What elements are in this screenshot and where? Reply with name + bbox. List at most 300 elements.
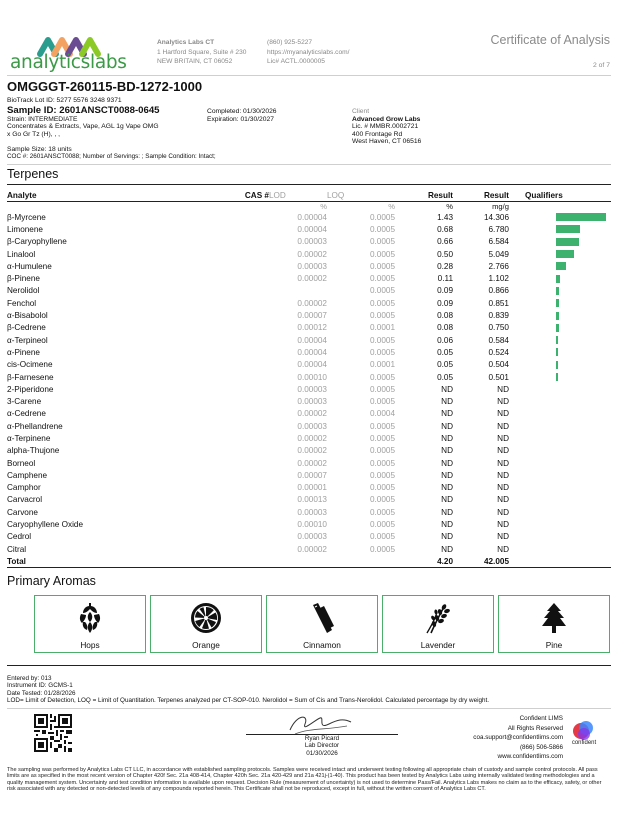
- qualifier-cell: [509, 506, 611, 518]
- loq-value: 0.0005: [369, 347, 395, 357]
- cas-number: [187, 223, 269, 235]
- result-mg: 2.766: [488, 261, 509, 271]
- table-row: [7, 482, 611, 494]
- cas-number: [187, 359, 269, 371]
- qualifier-cell: [509, 322, 611, 334]
- table-row: [7, 494, 611, 506]
- aroma-label-pine: Pine: [545, 640, 563, 650]
- result-bar: [556, 299, 559, 307]
- entered-by: Entered by: 013: [7, 675, 52, 682]
- table-row: [7, 445, 611, 457]
- loq-value: 0.0005: [369, 507, 395, 517]
- lod-value: 0.00003: [297, 237, 327, 247]
- loq-value: 0.0005: [369, 249, 395, 259]
- result-percent: ND: [441, 483, 453, 493]
- result-percent: ND: [441, 384, 453, 394]
- lims-website[interactable]: www.confidentlims.com: [497, 753, 563, 760]
- result-bar: [556, 275, 560, 283]
- col-qualifiers: Qualifiers: [525, 190, 563, 200]
- qualifier-cell: [509, 359, 611, 371]
- result-mg: ND: [497, 397, 509, 407]
- table-row: [7, 518, 611, 530]
- result-mg: ND: [497, 470, 509, 480]
- analyte-name: Caryophyllene Oxide: [7, 520, 84, 530]
- lod-value: 0.00010: [297, 372, 327, 382]
- loq-value: 0.0005: [369, 212, 395, 222]
- result-mg: ND: [497, 421, 509, 431]
- lod-value: 0.00013: [297, 495, 327, 505]
- analyte-name: Nerolidol: [7, 286, 40, 296]
- total-cas: [187, 555, 269, 567]
- pine-tree-icon: [541, 602, 567, 634]
- col-lod: LOD: [269, 190, 286, 200]
- lims-phone: (866) 506-5866: [519, 743, 563, 751]
- qualifier-cell: [509, 223, 611, 235]
- coc-info: COC #: 2601ANSCT0088; Number of Servings: ; Sample Condition: Intact;: [7, 153, 216, 160]
- aroma-card-cinnamon: [266, 595, 378, 653]
- sample-size: Sample Size: 18 units: [7, 146, 72, 153]
- terpenes-header-row: [7, 190, 611, 201]
- qualifier-cell: [509, 482, 611, 494]
- result-mg: ND: [497, 384, 509, 394]
- col-cas: CAS #: [244, 190, 269, 200]
- analyte-name: Limonene: [7, 224, 43, 234]
- analyte-name: cis-Ocimene: [7, 360, 53, 370]
- result-percent: ND: [441, 470, 453, 480]
- lod-value: 0.00004: [297, 224, 327, 234]
- cas-number: [187, 420, 269, 432]
- table-row: [7, 260, 611, 272]
- loq-value: 0.0004: [369, 409, 395, 419]
- sample-info: [7, 97, 160, 138]
- loq-value: 0.0005: [369, 421, 395, 431]
- analyte-name: α-Humulene: [7, 261, 52, 271]
- lod-value: 0.00003: [297, 397, 327, 407]
- loq-value: 0.0005: [369, 397, 395, 407]
- analyte-name: β-Myrcene: [7, 212, 46, 222]
- table-row: [7, 543, 611, 555]
- terpenes-title-rule: [7, 184, 611, 185]
- lod-value: 0.00003: [297, 261, 327, 271]
- aroma-label-hops: Hops: [80, 640, 100, 650]
- qualifier-cell: [509, 371, 611, 383]
- table-row: [7, 248, 611, 260]
- result-bar: [556, 287, 559, 295]
- cas-number: [187, 260, 269, 272]
- doc-title: Certificate of Analysis: [490, 33, 610, 47]
- table-row: [7, 322, 611, 334]
- lod-value: 0.00003: [297, 507, 327, 517]
- result-percent: 0.09: [437, 298, 453, 308]
- analyte-name: Cedrol: [7, 532, 32, 542]
- disclaimer: The sampling was performed by Analytics Labs CT LLC, in accordance with established sampling protocols. Samples were received intact and underwent testing following all appropriate chain of custody and sample control protocols. All pass limits are as specified in the most recent version of Chapter 420f Sec. 21a 408-414, Chapter 420h Sec. 21a 420-429 and 21a 421j-(1-40). This product has been tested by Analytics Labs using internally validated testing methodologies and a quality management system. Uncertainty and test condition information is available upon request. Decision Rule (measurement of uncertainty) is not used to determine Pass/Fail. Analytics Labs makes no claim as to the efficacy, safety, or other risk associated with any detected or non-detected levels of any compounds reported herein. This Certificate shall not be reproduced, except in full, without the written consent of Analytics Labs CT.: [7, 767, 602, 792]
- result-percent: ND: [441, 397, 453, 407]
- result-bar: [556, 250, 574, 258]
- result-percent: ND: [441, 520, 453, 530]
- header-divider: [7, 75, 611, 76]
- analyte-name: 3-Carene: [7, 397, 42, 407]
- cas-number: [187, 248, 269, 260]
- signer-date: 01/30/2026: [306, 749, 338, 757]
- lab-website[interactable]: https://myanalyticslabs.com/: [267, 48, 350, 56]
- terpenes-section-title: Terpenes: [7, 167, 59, 181]
- lab-info: [157, 38, 246, 67]
- lod-value: 0.00001: [297, 483, 327, 493]
- lod-value: 0.00002: [297, 274, 327, 284]
- client-info: [352, 108, 421, 146]
- strain: Strain: INTERMEDIATE: [7, 115, 78, 123]
- result-percent: ND: [441, 495, 453, 505]
- loq-value: 0.0005: [369, 237, 395, 247]
- cas-number: [187, 285, 269, 297]
- loq-value: 0.0005: [369, 532, 395, 542]
- table-row: [7, 359, 611, 371]
- sample-divider: [7, 164, 611, 165]
- total-label: Total: [7, 555, 187, 567]
- unit-result: %: [446, 201, 453, 211]
- loq-value: 0.0005: [369, 335, 395, 345]
- sample-title: OMGGGT-260115-BD-1272-1000: [7, 79, 203, 94]
- result-bar: [556, 213, 606, 221]
- qualifier-cell: [509, 211, 611, 223]
- qualifier-cell: [509, 236, 611, 248]
- result-percent: 0.08: [437, 323, 453, 333]
- result-percent: 0.05: [437, 347, 453, 357]
- table-row: [7, 371, 611, 383]
- lod-value: 0.00002: [297, 433, 327, 443]
- result-bar: [556, 262, 566, 270]
- table-row: [7, 420, 611, 432]
- signer-block: [246, 735, 398, 757]
- result-bar: [556, 373, 558, 381]
- qualifier-cell: [509, 408, 611, 420]
- analyte-name: β-Pinene: [7, 274, 40, 284]
- loq-value: 0.0005: [369, 544, 395, 554]
- loq-value: 0.0005: [369, 311, 395, 321]
- result-bar: [556, 225, 580, 233]
- table-row: [7, 432, 611, 444]
- total-mg: 42.005: [453, 555, 509, 567]
- result-percent: ND: [441, 544, 453, 554]
- lims-rights: All Rights Reserved: [507, 724, 563, 732]
- client-name: Advanced Grow Labs: [352, 115, 421, 123]
- cinnamon-sticks-icon: [307, 602, 337, 634]
- table-row: [7, 297, 611, 309]
- sample-id: Sample ID: 2601ANSCT0088-0645: [7, 104, 160, 116]
- table-row: [7, 272, 611, 284]
- analyte-name: Linalool: [7, 249, 36, 259]
- qualifier-cell: [509, 260, 611, 272]
- client-address2: West Haven, CT 06516: [352, 138, 422, 146]
- table-row: [7, 469, 611, 481]
- aroma-label-orange: Orange: [192, 640, 220, 650]
- aroma-card-lavender: [382, 595, 494, 653]
- cas-number: [187, 445, 269, 457]
- cas-number: [187, 408, 269, 420]
- qualifier-cell: [509, 494, 611, 506]
- qualifier-cell: [509, 445, 611, 457]
- cas-number: [187, 494, 269, 506]
- table-row: [7, 408, 611, 420]
- result-mg: ND: [497, 458, 509, 468]
- result-percent: ND: [441, 433, 453, 443]
- cas-number: [187, 518, 269, 530]
- loq-value: 0.0005: [369, 470, 395, 480]
- loq-value: 0.0005: [369, 298, 395, 308]
- lims-logo-text: confident: [571, 740, 597, 746]
- table-row: [7, 285, 611, 297]
- aromas-section-title: Primary Aromas: [7, 574, 96, 588]
- cas-number: [187, 236, 269, 248]
- table-row: [7, 346, 611, 358]
- lab-phone: (860) 925-5227: [267, 39, 313, 46]
- lod-value: 0.00003: [297, 532, 327, 542]
- qualifier-cell: [509, 531, 611, 543]
- qualifier-cell: [509, 272, 611, 284]
- loq-value: 0.0005: [369, 384, 395, 394]
- qualifier-cell: [509, 297, 611, 309]
- cas-number: [187, 506, 269, 518]
- result-mg: ND: [497, 433, 509, 443]
- lod-note: LOD= Limit of Detection, LOQ = Limit of Quantitation. Terpenes analyzed per CT-SOP-010. Nerolidol = Sum of Cis and Trans-Nerolidol. Calculated percentage by dry weight.: [7, 697, 490, 705]
- analyte-name: Camphene: [7, 470, 48, 480]
- result-bar: [556, 348, 558, 356]
- result-percent: ND: [441, 532, 453, 542]
- result-mg: ND: [497, 520, 509, 530]
- result-percent: ND: [441, 421, 453, 431]
- result-mg: 0.866: [488, 286, 509, 296]
- table-row: [7, 334, 611, 346]
- analyte-name: α-Phellandrene: [7, 421, 63, 431]
- result-percent: 0.11: [437, 274, 453, 284]
- result-mg: 5.049: [488, 249, 509, 259]
- lims-email[interactable]: coa.support@confidentlims.com: [473, 734, 563, 741]
- qualifier-cell: [509, 346, 611, 358]
- lavender-icon: [423, 602, 453, 634]
- terpenes-table: [7, 190, 611, 568]
- analyte-name: Camphor: [7, 483, 41, 493]
- result-mg: 0.851: [488, 298, 509, 308]
- result-percent: 0.66: [437, 237, 453, 247]
- client-label: Client: [352, 108, 370, 115]
- biotrack-lot-id: BioTrack Lot ID: 5277 5576 3248 9371: [7, 97, 122, 104]
- lod-value: 0.00012: [297, 323, 327, 333]
- lod-value: 0.00004: [297, 347, 327, 357]
- result-mg: 6.584: [488, 237, 509, 247]
- result-mg: ND: [497, 483, 509, 493]
- loq-value: 0.0005: [369, 372, 395, 382]
- analyte-name: β-Caryophyllene: [7, 237, 67, 247]
- test-meta: [7, 675, 489, 705]
- analyte-name: alpha-Thujone: [7, 446, 60, 456]
- aroma-card-orange: [150, 595, 262, 653]
- lod-value: 0.00002: [297, 446, 327, 456]
- lod-value: 0.00004: [297, 335, 327, 345]
- result-bar: [556, 336, 558, 344]
- lims-info: [473, 714, 563, 762]
- lab-address-line2: NEW BRITAIN, CT 06052: [157, 58, 233, 65]
- cas-number: [187, 469, 269, 481]
- loq-value: 0.0005: [369, 446, 395, 456]
- cas-number: [187, 272, 269, 284]
- table-row: [7, 309, 611, 321]
- result-percent: 1.43: [437, 212, 453, 222]
- total-qualifier: [509, 555, 611, 567]
- loq-value: 0.0005: [369, 520, 395, 530]
- cas-number: [187, 383, 269, 395]
- cas-number: [187, 211, 269, 223]
- aroma-card-pine: [498, 595, 610, 653]
- instrument-id: Instrument ID: GCMS-1: [7, 682, 73, 690]
- lims-logo: [566, 718, 602, 750]
- table-row: [7, 457, 611, 469]
- qualifier-cell: [509, 457, 611, 469]
- analyte-name: Fenchol: [7, 298, 37, 308]
- footer-divider: [7, 708, 611, 709]
- result-mg: 0.750: [488, 323, 509, 333]
- result-percent: 0.68: [437, 224, 453, 234]
- cas-number: [187, 543, 269, 555]
- result-mg: ND: [497, 544, 509, 554]
- lab-logo: [10, 30, 144, 72]
- col-result: Result: [427, 190, 453, 200]
- result-mg: 0.839: [488, 311, 509, 321]
- analyte-name: β-Cedrene: [7, 323, 46, 333]
- result-bar: [556, 312, 559, 320]
- lod-value: 0.00003: [297, 421, 327, 431]
- aroma-label-lavender: Lavender: [420, 640, 456, 650]
- aroma-card-hops: [34, 595, 146, 653]
- loq-value: 0.0005: [369, 224, 395, 234]
- cas-number: [187, 457, 269, 469]
- lab-name: Analytics Labs CT: [157, 39, 215, 46]
- loq-value: 0.0005: [369, 286, 395, 296]
- completed-date: Completed: 01/30/2026: [207, 108, 277, 115]
- result-percent: 0.06: [437, 335, 453, 345]
- result-mg: ND: [497, 446, 509, 456]
- qualifier-cell: [509, 334, 611, 346]
- lod-value: 0.00007: [297, 470, 327, 480]
- expiration-date: Expiration: 01/30/2027: [207, 115, 274, 123]
- analyte-name: Borneol: [7, 458, 36, 468]
- qr-code: [34, 714, 72, 752]
- signer-name: Ryan Picard: [304, 735, 340, 742]
- cas-number: [187, 395, 269, 407]
- result-percent: 0.09: [437, 286, 453, 296]
- result-percent: 0.28: [437, 261, 453, 271]
- col-loq: LOQ: [327, 190, 345, 200]
- table-row: [7, 383, 611, 395]
- result-mg: 14.306: [483, 212, 509, 222]
- result-percent: ND: [441, 507, 453, 517]
- cas-number: [187, 482, 269, 494]
- cas-number: [187, 371, 269, 383]
- result-mg: ND: [497, 495, 509, 505]
- qualifier-cell: [509, 248, 611, 260]
- result-mg: 0.524: [488, 347, 509, 357]
- loq-value: 0.0005: [369, 495, 395, 505]
- result-percent: ND: [441, 446, 453, 456]
- lod-value: 0.00003: [297, 384, 327, 394]
- date-tested: Date Tested: 01/28/2026: [7, 689, 76, 697]
- result-mg: ND: [497, 507, 509, 517]
- cas-number: [187, 531, 269, 543]
- qualifier-cell: [509, 395, 611, 407]
- result-mg: ND: [497, 532, 509, 542]
- hops-icon: [75, 602, 105, 634]
- cas-number: [187, 334, 269, 346]
- total-row: [7, 555, 611, 567]
- col-result-mg: Result: [483, 190, 509, 200]
- unit-lod: %: [320, 201, 327, 211]
- cas-number: [187, 309, 269, 321]
- result-percent: 0.05: [437, 360, 453, 370]
- lab-contact: [267, 38, 349, 67]
- confident-logo-mark: [566, 718, 602, 742]
- sample-dates: [207, 108, 277, 123]
- result-bar: [556, 238, 579, 246]
- lab-license: Lic# ACTL.0000005: [267, 58, 325, 65]
- result-mg: 6.780: [488, 224, 509, 234]
- table-row: [7, 211, 611, 223]
- cas-number: [187, 297, 269, 309]
- analyte-name: α-Terpinene: [7, 433, 51, 443]
- col-analyte: Analyte: [7, 190, 37, 200]
- qualifier-cell: [509, 469, 611, 481]
- lod-value: 0.00007: [297, 311, 327, 321]
- qualifier-cell: [509, 309, 611, 321]
- table-row: [7, 506, 611, 518]
- result-mg: 1.102: [488, 274, 509, 284]
- loq-value: 0.0005: [369, 261, 395, 271]
- cas-number: [187, 346, 269, 358]
- lod-value: [269, 285, 327, 297]
- result-percent: 0.05: [437, 372, 453, 382]
- analyte-name: Carvacrol: [7, 495, 43, 505]
- cas-number: [187, 432, 269, 444]
- lab-address-line1: 1 Hartford Square, Suite # 230: [157, 48, 247, 56]
- loq-value: 0.0005: [369, 274, 395, 284]
- analyte-name: α-Bisabolol: [7, 311, 48, 321]
- result-mg: ND: [497, 409, 509, 419]
- qualifier-cell: [509, 432, 611, 444]
- analyte-name: Carvone: [7, 507, 38, 517]
- qualifier-cell: [509, 383, 611, 395]
- analyte-name: Citral: [7, 544, 27, 554]
- qualifier-cell: [509, 543, 611, 555]
- table-row: [7, 223, 611, 235]
- product-line1: Concentrates & Extracts, Vape, AGL 1g Vape OMG: [7, 123, 159, 131]
- lod-value: 0.00004: [297, 212, 327, 222]
- table-row: [7, 531, 611, 543]
- qualifier-cell: [509, 420, 611, 432]
- lod-value: 0.00010: [297, 520, 327, 530]
- client-license: Lic. # MMBR.0002721: [352, 123, 419, 131]
- loq-value: 0.0005: [369, 433, 395, 443]
- result-percent: ND: [441, 458, 453, 468]
- unit-result-mg: mg/g: [492, 201, 509, 211]
- orange-slice-icon: [190, 602, 222, 634]
- signer-title: Lab Director: [304, 742, 340, 750]
- loq-value: 0.0001: [369, 360, 395, 370]
- qualifier-cell: [509, 285, 611, 297]
- lims-name: Confident LIMS: [519, 715, 563, 722]
- lod-value: 0.00004: [297, 360, 327, 370]
- aroma-label-cinnamon: Cinnamon: [303, 640, 341, 650]
- analyte-name: 2-Piperidone: [7, 384, 54, 394]
- lod-value: 0.00002: [297, 409, 327, 419]
- result-mg: 0.501: [488, 372, 509, 382]
